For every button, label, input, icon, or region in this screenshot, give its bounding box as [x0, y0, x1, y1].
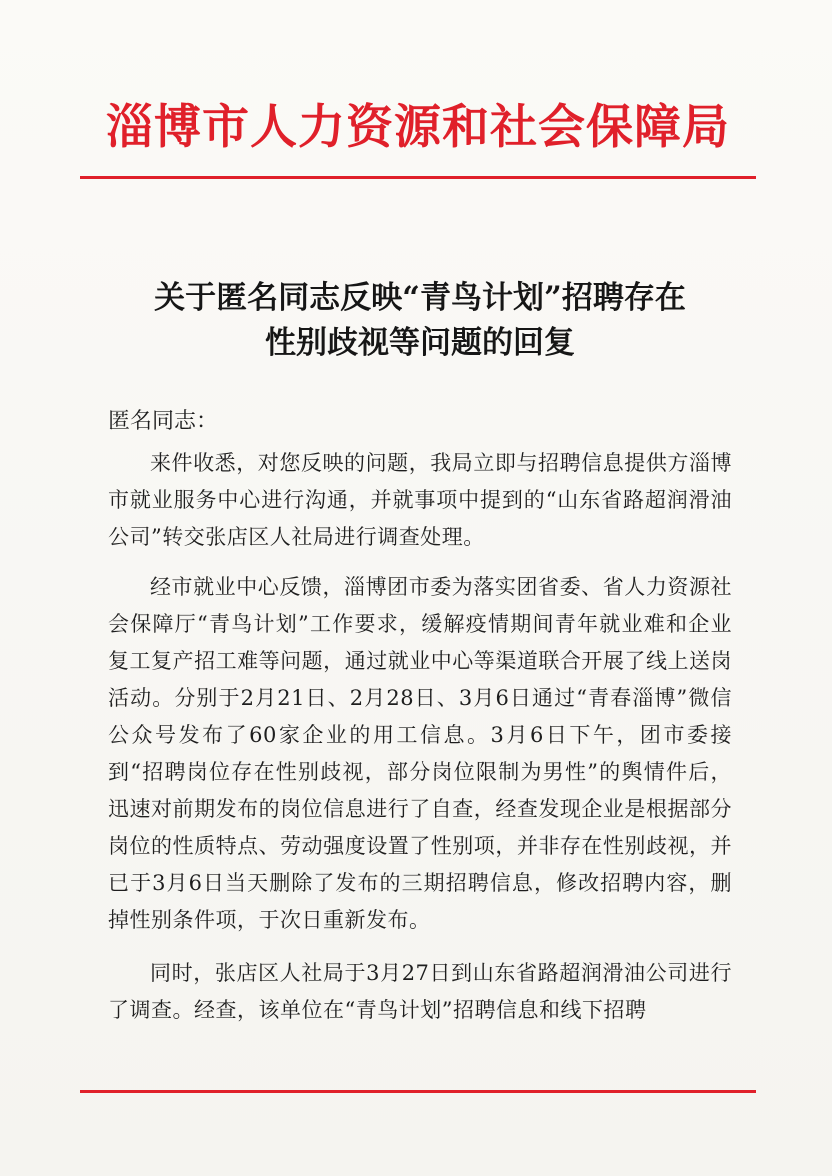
paragraph-1: 来件收悉，对您反映的问题，我局立即与招聘信息提供方淄博市就业服务中心进行沟通，并就事项中提到的“山东省路超润滑油公司”转交张店区人社局进行调查处理。	[108, 451, 732, 549]
title-line-2: 性别歧视等问题的回复	[265, 325, 575, 361]
letterhead-red-rule	[80, 176, 756, 179]
footer-red-rule	[80, 1090, 756, 1093]
paragraph-3: 同时，张店区人社局于3月27日到山东省路超润滑油公司进行了调查。经查，该单位在“青鸟计划”招聘信息和线下招聘	[108, 961, 732, 1022]
paragraph-2: 经市就业中心反馈，淄博团市委为落实团省委、省人力资源社会保障厅“青鸟计划”工作要求，缓解疫情期间青年就业难和企业复工复产招工难等问题，通过就业中心等渠道联合开展了线上送岗活动。分别于2月21日、2月28日、3月6日通过“青春淄博”微信公众号发布了60家企业的用工信息。3月6日下午，团市委接到“招聘岗位存在性别歧视，部分岗位限制为男性”的舆情件后，迅速对前期发布的岗位信息进行了自查，经查发现企业是根据部分岗位的性质特点、劳动强度设置了性别项，并非存在性别歧视，并已于3月6日当天删除了发布的三期招聘信息，修改招聘内容，删掉性别条件项，于次日重新发布。	[108, 575, 732, 932]
title-line-1: 关于匿名同志反映“青鸟计划”招聘存在	[154, 280, 686, 316]
salutation: 匿名同志：	[108, 409, 219, 434]
letterhead-org-name: 淄博市人力资源和社会保障局	[106, 100, 730, 155]
